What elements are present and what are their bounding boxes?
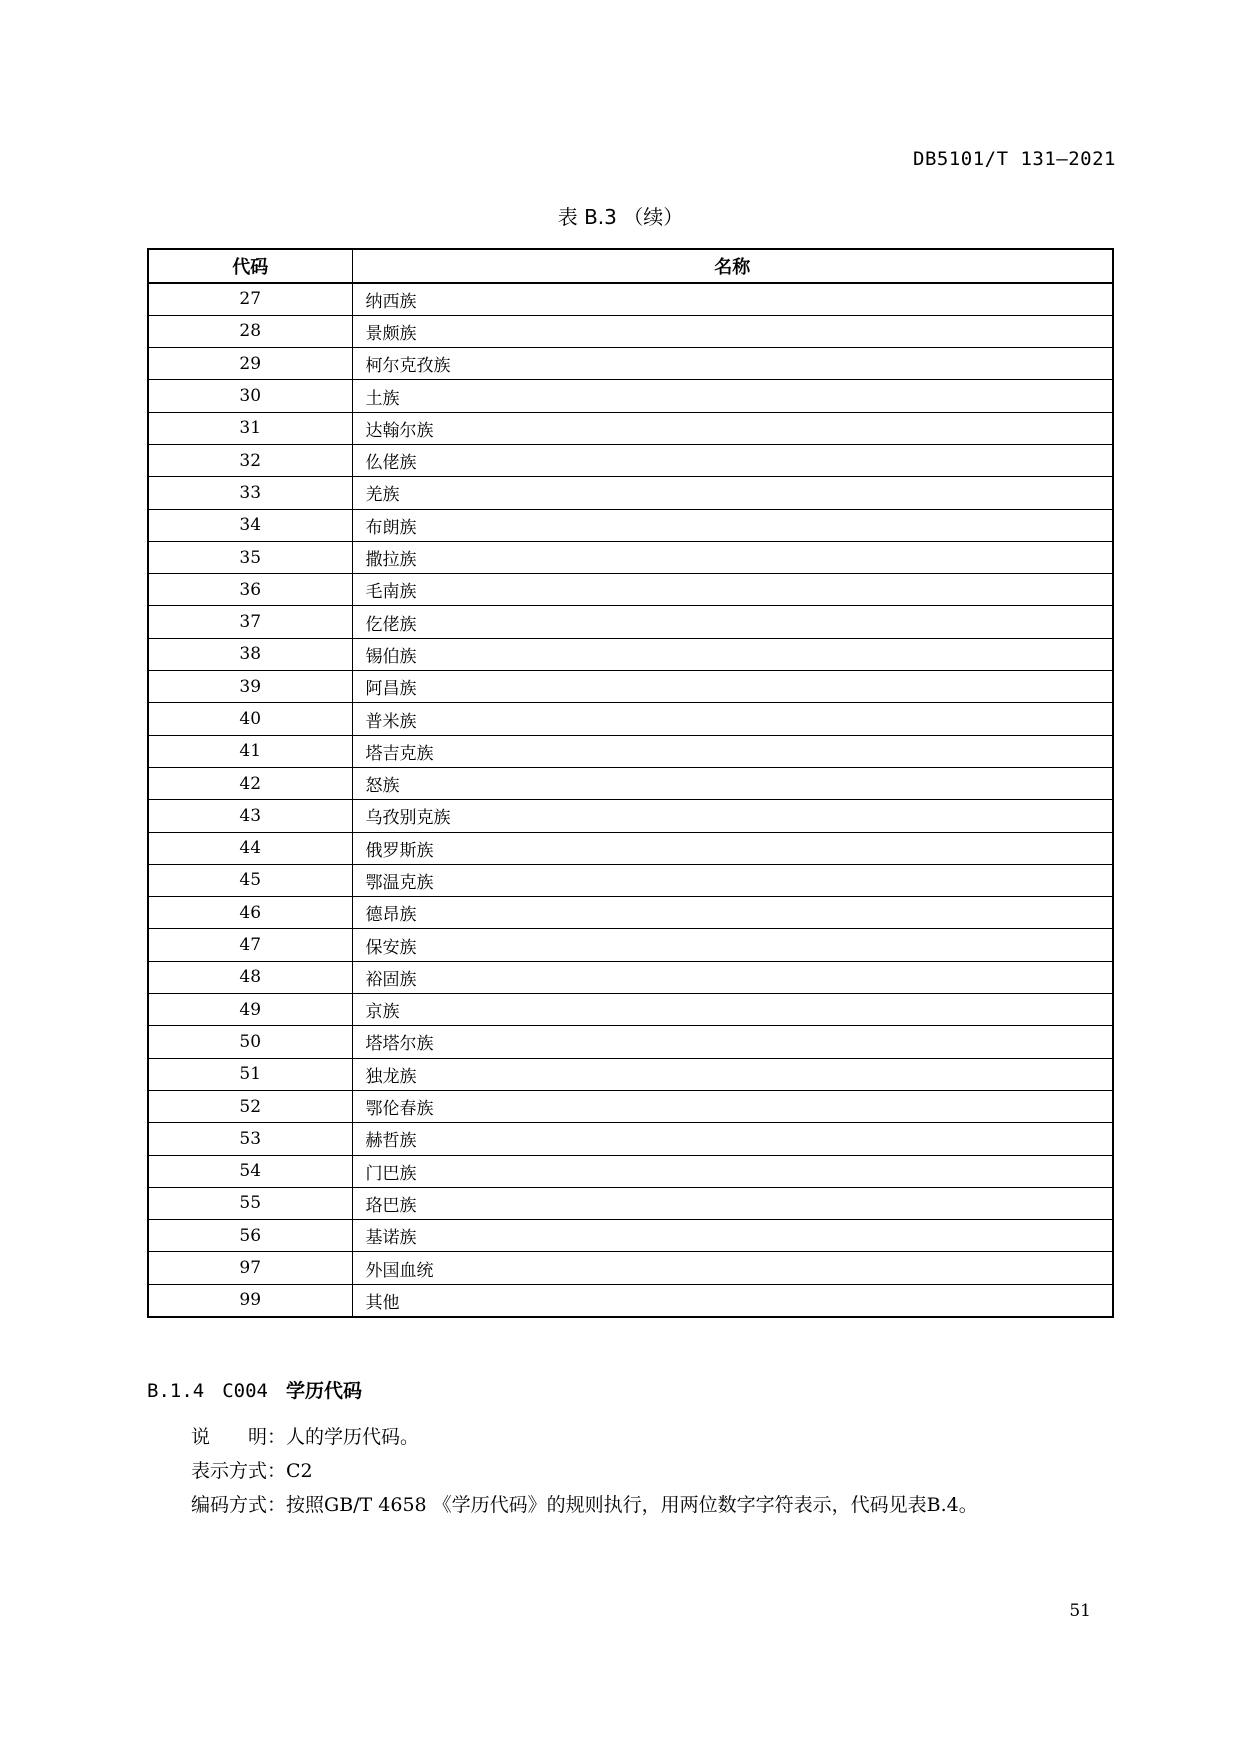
code-cell: 47 bbox=[148, 929, 352, 961]
name-cell: 羌族 bbox=[352, 477, 1113, 509]
code-cell: 40 bbox=[148, 703, 352, 735]
table-row bbox=[148, 1284, 1113, 1316]
table-row bbox=[148, 929, 1113, 961]
code-cell: 55 bbox=[148, 1187, 352, 1219]
table-row bbox=[148, 444, 1113, 476]
name-cell: 基诺族 bbox=[352, 1220, 1113, 1252]
code-cell: 33 bbox=[148, 477, 352, 509]
name-cell: 塔吉克族 bbox=[352, 735, 1113, 767]
code-cell: 97 bbox=[148, 1252, 352, 1284]
format-paragraph bbox=[191, 1456, 313, 1483]
table-header-row bbox=[148, 249, 1113, 283]
name-cell: 门巴族 bbox=[352, 1155, 1113, 1187]
name-cell: 乌孜别克族 bbox=[352, 800, 1113, 832]
code-cell: 37 bbox=[148, 606, 352, 638]
document-code: DB5101/T 131—2021 bbox=[913, 148, 1116, 170]
ethnic-code-table bbox=[147, 248, 1114, 1318]
name-cell: 仡佬族 bbox=[352, 606, 1113, 638]
encoding-text: 按照GB/T 4658 《学历代码》的规则执行，用两位数字字符表示，代码见表B.4。 bbox=[286, 1494, 978, 1516]
name-cell: 鄂温克族 bbox=[352, 864, 1113, 896]
name-cell: 其他 bbox=[352, 1284, 1113, 1316]
table-row bbox=[148, 994, 1113, 1026]
encoding-paragraph bbox=[191, 1490, 978, 1517]
code-cell: 54 bbox=[148, 1155, 352, 1187]
section-heading bbox=[147, 1376, 362, 1403]
name-cell: 锡伯族 bbox=[352, 638, 1113, 670]
code-cell: 53 bbox=[148, 1123, 352, 1155]
name-cell: 达翰尔族 bbox=[352, 412, 1113, 444]
format-label: 表示方式： bbox=[191, 1460, 287, 1482]
code-cell: 48 bbox=[148, 961, 352, 993]
table-row bbox=[148, 638, 1113, 670]
section-code: C004 bbox=[222, 1380, 268, 1402]
code-cell: 32 bbox=[148, 444, 352, 476]
code-cell: 46 bbox=[148, 897, 352, 929]
code-cell: 29 bbox=[148, 348, 352, 380]
column-header-code: 代码 bbox=[148, 249, 352, 283]
column-header-name: 名称 bbox=[352, 249, 1113, 283]
name-cell: 柯尔克孜族 bbox=[352, 348, 1113, 380]
name-cell: 土族 bbox=[352, 380, 1113, 412]
name-cell: 布朗族 bbox=[352, 509, 1113, 541]
table-row bbox=[148, 1220, 1113, 1252]
table-row bbox=[148, 703, 1113, 735]
table-row bbox=[148, 1252, 1113, 1284]
table-row bbox=[148, 380, 1113, 412]
code-cell: 41 bbox=[148, 735, 352, 767]
section-number: B.1.4 bbox=[147, 1380, 205, 1402]
name-cell: 纳西族 bbox=[352, 283, 1113, 315]
table-row bbox=[148, 832, 1113, 864]
table-row bbox=[148, 477, 1113, 509]
name-cell: 赫哲族 bbox=[352, 1123, 1113, 1155]
code-cell: 39 bbox=[148, 671, 352, 703]
table-body bbox=[148, 283, 1113, 1317]
table-row bbox=[148, 961, 1113, 993]
description-paragraph bbox=[191, 1422, 419, 1449]
table-row bbox=[148, 1090, 1113, 1122]
table-row bbox=[148, 606, 1113, 638]
name-cell: 毛南族 bbox=[352, 574, 1113, 606]
table-row bbox=[148, 864, 1113, 896]
code-cell: 44 bbox=[148, 832, 352, 864]
name-cell: 撒拉族 bbox=[352, 541, 1113, 573]
page-number: 51 bbox=[1069, 1601, 1091, 1621]
name-cell: 普米族 bbox=[352, 703, 1113, 735]
code-cell: 42 bbox=[148, 767, 352, 799]
code-cell: 30 bbox=[148, 380, 352, 412]
table-row bbox=[148, 509, 1113, 541]
name-cell: 阿昌族 bbox=[352, 671, 1113, 703]
table-row bbox=[148, 800, 1113, 832]
code-cell: 50 bbox=[148, 1026, 352, 1058]
code-cell: 43 bbox=[148, 800, 352, 832]
table-row bbox=[148, 574, 1113, 606]
name-cell: 仫佬族 bbox=[352, 444, 1113, 476]
name-cell: 鄂伦春族 bbox=[352, 1090, 1113, 1122]
code-cell: 27 bbox=[148, 283, 352, 315]
code-cell: 51 bbox=[148, 1058, 352, 1090]
encoding-label: 编码方式： bbox=[191, 1494, 287, 1516]
table-row bbox=[148, 735, 1113, 767]
code-cell: 49 bbox=[148, 994, 352, 1026]
code-cell: 45 bbox=[148, 864, 352, 896]
name-cell: 塔塔尔族 bbox=[352, 1026, 1113, 1058]
table-caption: 表 B.3 （续） bbox=[557, 205, 684, 229]
table-row bbox=[148, 671, 1113, 703]
name-cell: 独龙族 bbox=[352, 1058, 1113, 1090]
section-title: 学历代码 bbox=[285, 1380, 362, 1402]
code-cell: 34 bbox=[148, 509, 352, 541]
name-cell: 景颇族 bbox=[352, 315, 1113, 347]
table-row bbox=[148, 1123, 1113, 1155]
name-cell: 珞巴族 bbox=[352, 1187, 1113, 1219]
name-cell: 裕固族 bbox=[352, 961, 1113, 993]
code-cell: 35 bbox=[148, 541, 352, 573]
name-cell: 德昂族 bbox=[352, 897, 1113, 929]
table-row bbox=[148, 1155, 1113, 1187]
table-row bbox=[148, 348, 1113, 380]
code-cell: 52 bbox=[148, 1090, 352, 1122]
code-cell: 56 bbox=[148, 1220, 352, 1252]
name-cell: 怒族 bbox=[352, 767, 1113, 799]
table-row bbox=[148, 1026, 1113, 1058]
table-row bbox=[148, 897, 1113, 929]
name-cell: 保安族 bbox=[352, 929, 1113, 961]
table-row bbox=[148, 767, 1113, 799]
format-text: C2 bbox=[286, 1460, 313, 1482]
description-label: 说 明： bbox=[191, 1426, 287, 1448]
name-cell: 外国血统 bbox=[352, 1252, 1113, 1284]
name-cell: 俄罗斯族 bbox=[352, 832, 1113, 864]
code-cell: 38 bbox=[148, 638, 352, 670]
table-row bbox=[148, 412, 1113, 444]
name-cell: 京族 bbox=[352, 994, 1113, 1026]
table-row bbox=[148, 283, 1113, 315]
code-cell: 36 bbox=[148, 574, 352, 606]
code-cell: 99 bbox=[148, 1284, 352, 1316]
table-row bbox=[148, 1187, 1113, 1219]
table-row bbox=[148, 315, 1113, 347]
table-row bbox=[148, 541, 1113, 573]
code-cell: 31 bbox=[148, 412, 352, 444]
description-text: 人的学历代码。 bbox=[286, 1426, 420, 1448]
table-row bbox=[148, 1058, 1113, 1090]
code-cell: 28 bbox=[148, 315, 352, 347]
